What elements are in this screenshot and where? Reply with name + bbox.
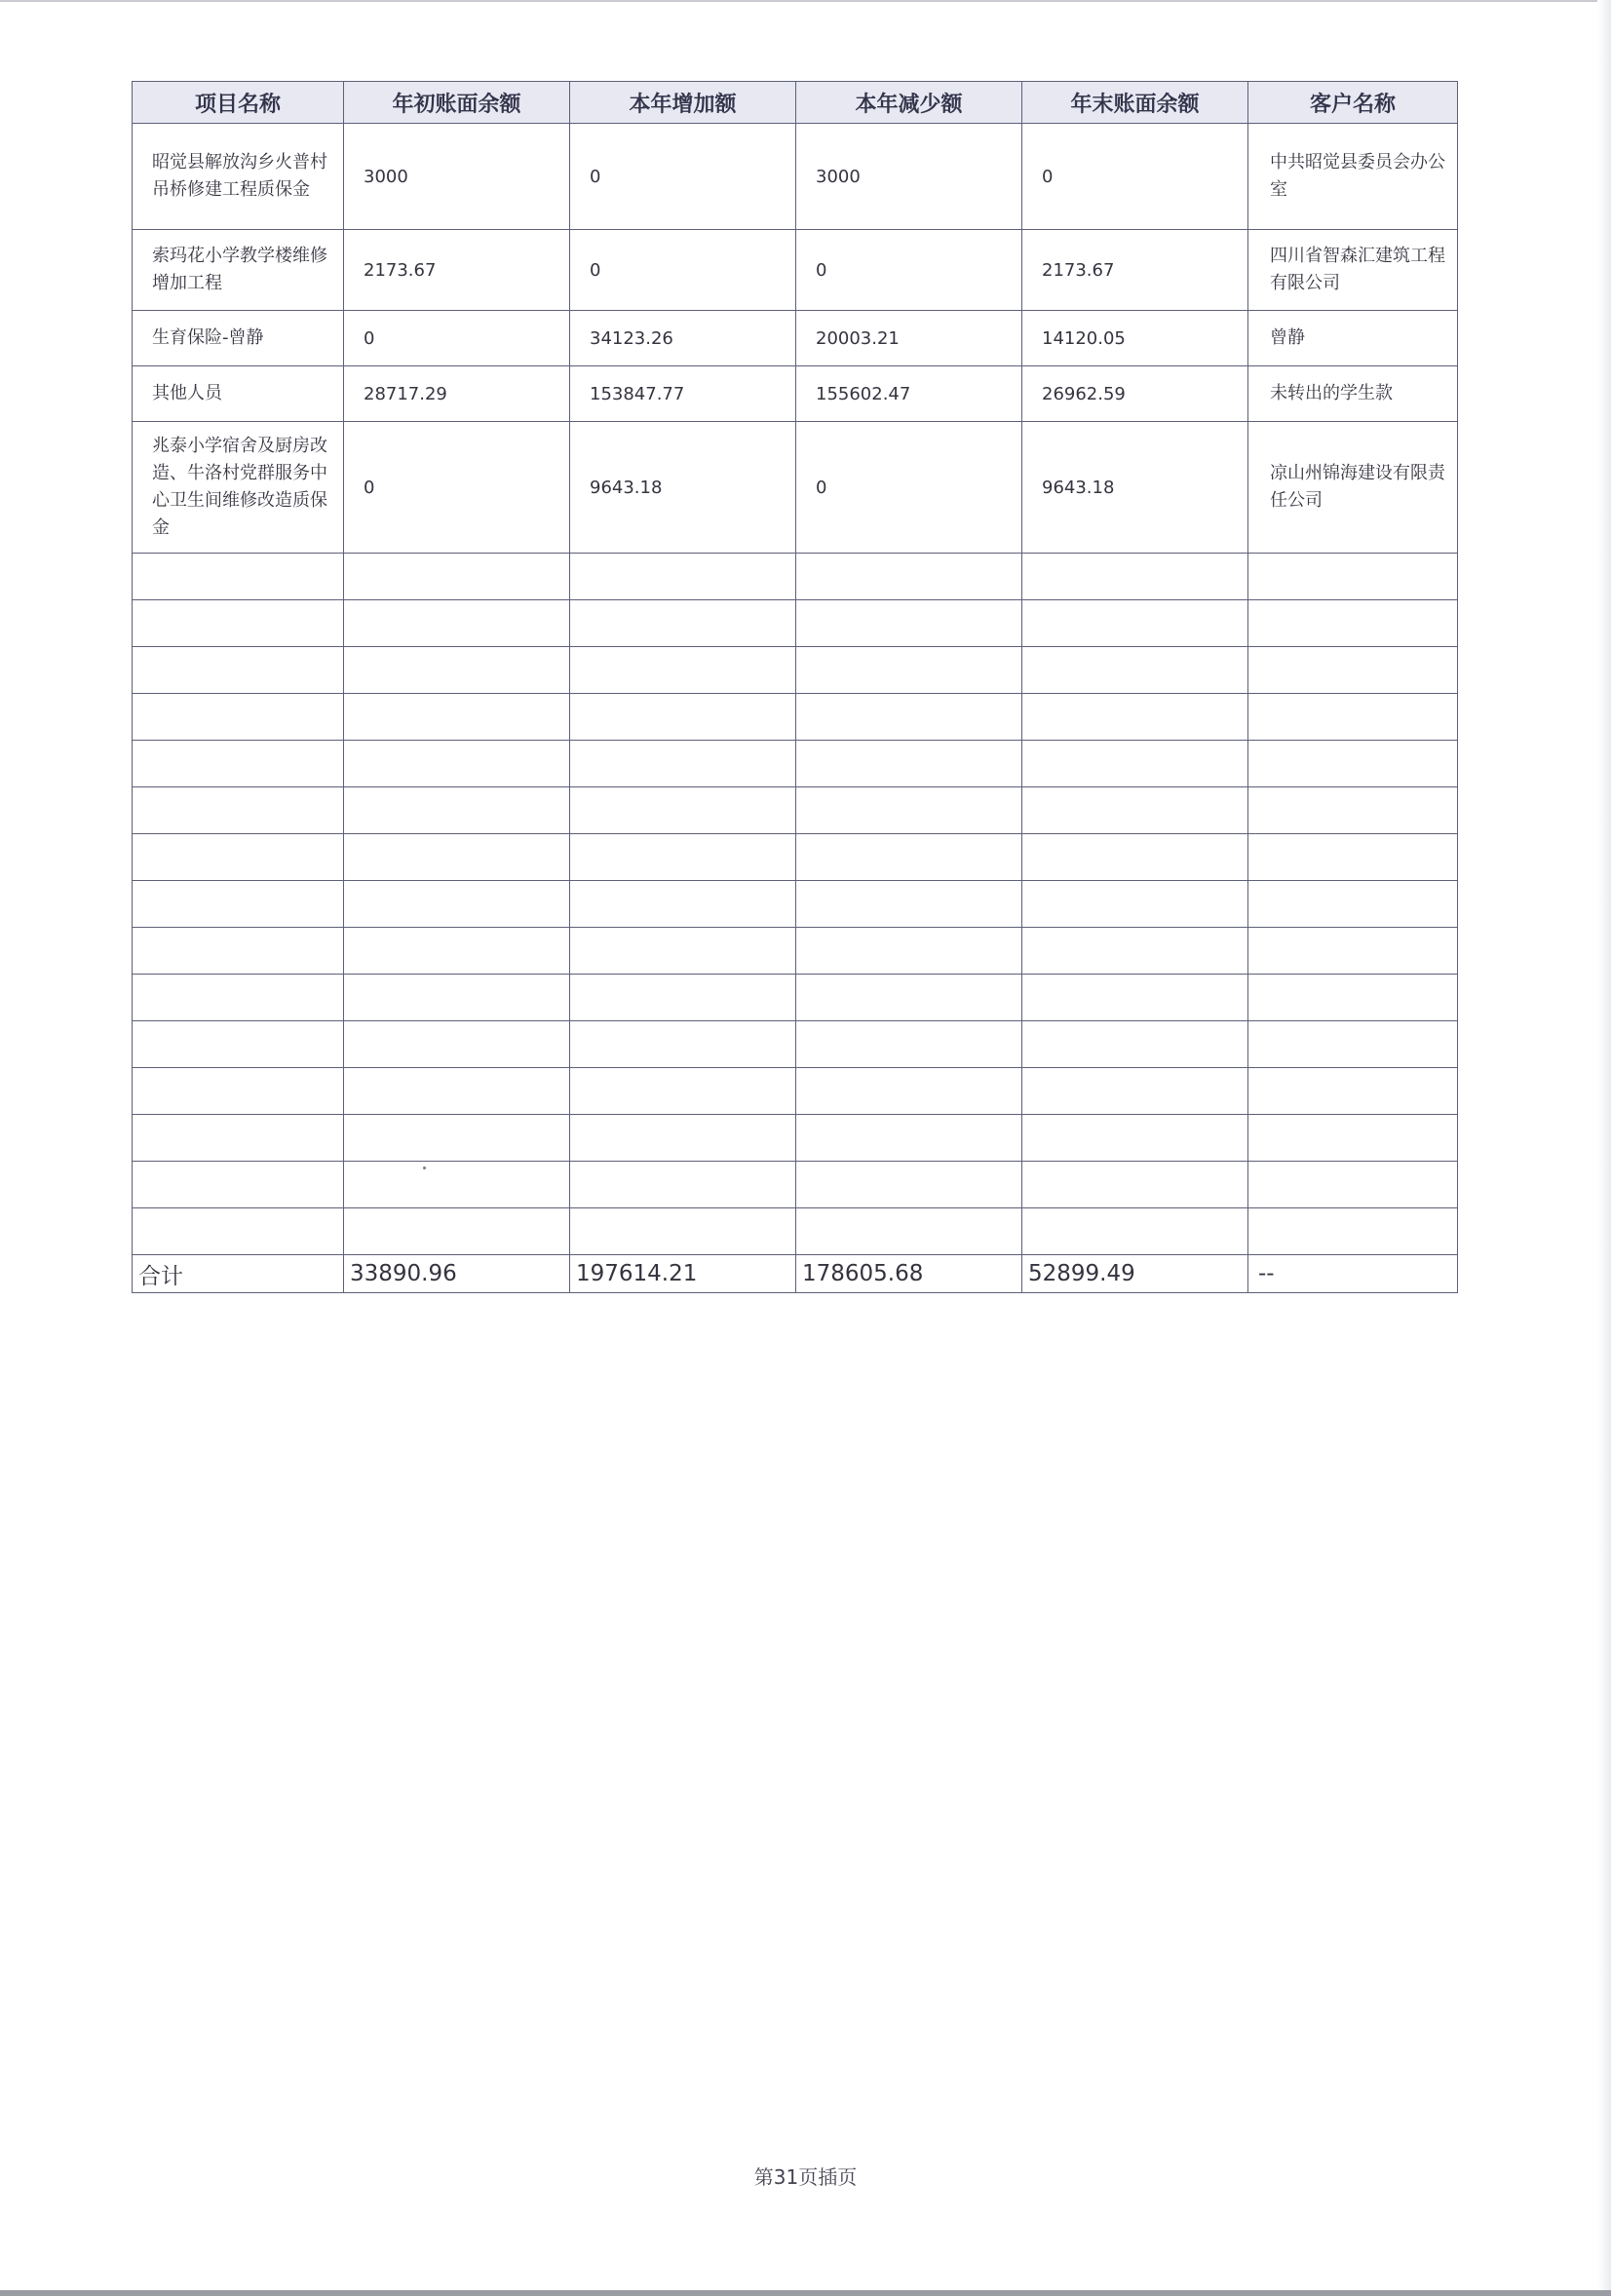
cell-year-increase: 153847.77 [570, 366, 796, 422]
cell-client-name: 未转出的学生款 [1248, 366, 1458, 422]
empty-row [133, 881, 1458, 928]
table-row [133, 124, 1458, 230]
empty-cell [344, 975, 570, 1021]
cell-client-name: 中共昭觉县委员会办公室 [1248, 124, 1458, 230]
empty-row [133, 1021, 1458, 1068]
cell-closing-balance: 0 [1022, 124, 1248, 230]
empty-cell [570, 1115, 796, 1162]
cell-closing-balance: 9643.18 [1022, 422, 1248, 554]
cell-opening-balance: 3000 [344, 124, 570, 230]
empty-cell [133, 928, 344, 975]
empty-cell [1022, 694, 1248, 741]
cell-year-decrease: 3000 [796, 124, 1022, 230]
table-row [133, 422, 1458, 554]
cell-project-name: 索玛花小学教学楼维修增加工程 [133, 230, 344, 311]
empty-cell [570, 787, 796, 834]
cell-closing-balance: 14120.05 [1022, 311, 1248, 366]
empty-cell [1248, 1208, 1458, 1255]
cell-client-name: 凉山州锦海建设有限责任公司 [1248, 422, 1458, 554]
page-footer-note: 第31页插页 [753, 2165, 858, 2189]
empty-row [133, 928, 1458, 975]
header-client-name: 客户名称 [1248, 82, 1458, 124]
empty-cell [570, 1068, 796, 1115]
empty-cell [344, 741, 570, 787]
table-row [133, 230, 1458, 311]
empty-cell [1022, 834, 1248, 881]
empty-cell [570, 554, 796, 600]
empty-cell [1248, 554, 1458, 600]
empty-cell [1022, 1115, 1248, 1162]
empty-cell [344, 1068, 570, 1115]
empty-cell [796, 787, 1022, 834]
cell-year-decrease: 20003.21 [796, 311, 1022, 366]
cell-year-increase: 34123.26 [570, 311, 796, 366]
empty-cell [344, 881, 570, 928]
empty-cell [570, 975, 796, 1021]
empty-cell [1022, 1021, 1248, 1068]
empty-cell [1022, 647, 1248, 694]
empty-cell [570, 834, 796, 881]
empty-cell [133, 1208, 344, 1255]
empty-cell [344, 600, 570, 647]
empty-cell [796, 928, 1022, 975]
header-project-name: 项目名称 [133, 82, 344, 124]
empty-cell [133, 600, 344, 647]
empty-cell [344, 1162, 570, 1208]
empty-cell [133, 1115, 344, 1162]
empty-cell [796, 1208, 1022, 1255]
empty-cell [570, 741, 796, 787]
empty-cell [796, 881, 1022, 928]
empty-cell [1248, 694, 1458, 741]
empty-cell [1022, 881, 1248, 928]
empty-cell [1248, 1115, 1458, 1162]
cell-client-name: 曾静 [1248, 311, 1458, 366]
empty-cell [796, 1068, 1022, 1115]
empty-cell [344, 647, 570, 694]
empty-row [133, 741, 1458, 787]
empty-cell [133, 787, 344, 834]
empty-row [133, 1068, 1458, 1115]
empty-row [133, 787, 1458, 834]
total-label: 合计 [133, 1255, 344, 1293]
header-year-increase: 本年增加额 [570, 82, 796, 124]
empty-cell [1022, 600, 1248, 647]
cell-opening-balance: 0 [344, 422, 570, 554]
empty-row [133, 975, 1458, 1021]
empty-cell [1022, 554, 1248, 600]
empty-row [133, 1208, 1458, 1255]
empty-cell [1022, 975, 1248, 1021]
empty-cell [570, 600, 796, 647]
empty-row [133, 1115, 1458, 1162]
empty-cell [796, 975, 1022, 1021]
empty-cell [344, 1208, 570, 1255]
empty-cell [1248, 834, 1458, 881]
empty-cell [1248, 928, 1458, 975]
total-client-name: -- [1248, 1255, 1458, 1293]
total-year-decrease: 178605.68 [796, 1255, 1022, 1293]
header-opening-balance: 年初账面余额 [344, 82, 570, 124]
empty-cell [570, 881, 796, 928]
empty-row [133, 554, 1458, 600]
cell-project-name: 昭觉县解放沟乡火普村吊桥修建工程质保金 [133, 124, 344, 230]
scan-bottom-edge [0, 2290, 1611, 2296]
scan-speck [423, 1167, 426, 1169]
empty-cell [570, 1021, 796, 1068]
cell-client-name: 四川省智森汇建筑工程有限公司 [1248, 230, 1458, 311]
empty-row [133, 600, 1458, 647]
cell-closing-balance: 26962.59 [1022, 366, 1248, 422]
cell-opening-balance: 2173.67 [344, 230, 570, 311]
empty-cell [344, 834, 570, 881]
empty-cell [344, 928, 570, 975]
empty-cell [344, 694, 570, 741]
empty-cell [133, 1162, 344, 1208]
empty-cell [796, 1021, 1022, 1068]
total-closing-balance: 52899.49 [1022, 1255, 1248, 1293]
empty-row [133, 694, 1458, 741]
empty-cell [133, 647, 344, 694]
cell-year-increase: 9643.18 [570, 422, 796, 554]
scan-top-edge [0, 0, 1611, 2]
empty-cell [796, 554, 1022, 600]
table-row [133, 311, 1458, 366]
ledger-table [132, 81, 1458, 1293]
cell-opening-balance: 28717.29 [344, 366, 570, 422]
empty-cell [1022, 1162, 1248, 1208]
cell-project-name: 生育保险-曾静 [133, 311, 344, 366]
empty-cell [1022, 1208, 1248, 1255]
table-row [133, 366, 1458, 422]
empty-cell [1248, 787, 1458, 834]
empty-cell [570, 1162, 796, 1208]
total-opening-balance: 33890.96 [344, 1255, 570, 1293]
empty-cell [344, 1115, 570, 1162]
empty-row [133, 1162, 1458, 1208]
cell-year-increase: 0 [570, 124, 796, 230]
empty-cell [133, 741, 344, 787]
total-row [133, 1255, 1458, 1293]
empty-cell [133, 1021, 344, 1068]
cell-year-decrease: 155602.47 [796, 366, 1022, 422]
header-year-decrease: 本年减少额 [796, 82, 1022, 124]
empty-cell [133, 1068, 344, 1115]
empty-cell [1248, 975, 1458, 1021]
empty-cell [796, 694, 1022, 741]
cell-project-name: 兆泰小学宿舍及厨房改造、牛洛村党群服务中心卫生间维修改造质保金 [133, 422, 344, 554]
cell-closing-balance: 2173.67 [1022, 230, 1248, 311]
empty-cell [1248, 1021, 1458, 1068]
empty-cell [1248, 1162, 1458, 1208]
empty-cell [570, 647, 796, 694]
empty-cell [570, 1208, 796, 1255]
cell-opening-balance: 0 [344, 311, 570, 366]
empty-cell [1022, 787, 1248, 834]
empty-cell [1248, 1068, 1458, 1115]
header-closing-balance: 年末账面余额 [1022, 82, 1248, 124]
empty-cell [796, 834, 1022, 881]
empty-cell [344, 787, 570, 834]
empty-cell [796, 600, 1022, 647]
empty-cell [1248, 647, 1458, 694]
cell-year-increase: 0 [570, 230, 796, 311]
empty-cell [1248, 881, 1458, 928]
empty-cell [1248, 741, 1458, 787]
cell-year-decrease: 0 [796, 422, 1022, 554]
header-row [133, 82, 1458, 124]
empty-row [133, 834, 1458, 881]
empty-cell [1022, 1068, 1248, 1115]
cell-project-name: 其他人员 [133, 366, 344, 422]
cell-year-decrease: 0 [796, 230, 1022, 311]
empty-cell [344, 1021, 570, 1068]
empty-cell [796, 1162, 1022, 1208]
empty-row [133, 647, 1458, 694]
empty-cell [1248, 600, 1458, 647]
empty-cell [133, 834, 344, 881]
scan-right-edge-shadow [1597, 0, 1611, 2296]
empty-cell [570, 928, 796, 975]
empty-cell [1022, 741, 1248, 787]
empty-cell [133, 881, 344, 928]
empty-cell [133, 975, 344, 1021]
empty-cell [796, 1115, 1022, 1162]
empty-cell [344, 554, 570, 600]
empty-cell [796, 647, 1022, 694]
empty-cell [133, 554, 344, 600]
empty-cell [133, 694, 344, 741]
empty-cell [570, 694, 796, 741]
empty-cell [1022, 928, 1248, 975]
empty-cell [796, 741, 1022, 787]
total-year-increase: 197614.21 [570, 1255, 796, 1293]
